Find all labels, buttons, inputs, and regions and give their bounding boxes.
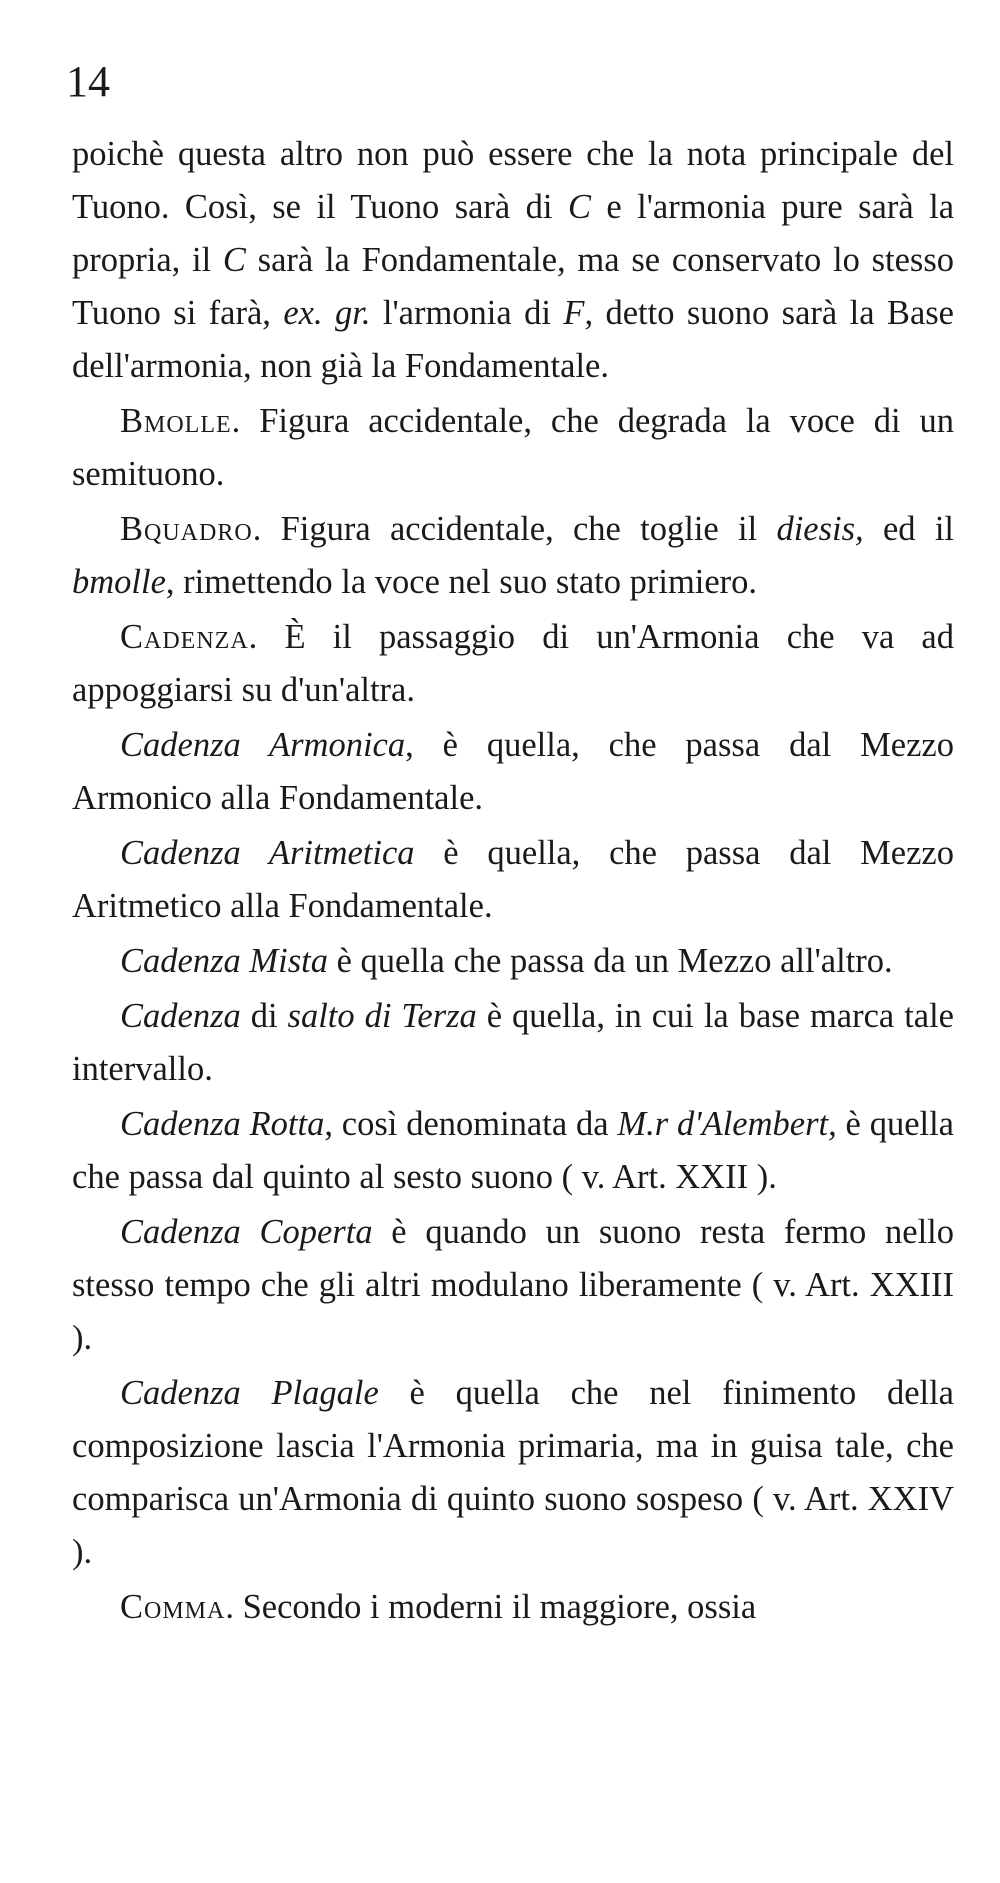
entry-term: Cadenza Armonica xyxy=(120,726,406,764)
entry-cadenza-aritmetica xyxy=(72,827,954,933)
text-segment: , rimettendo la voce nel suo stato primiero. xyxy=(165,563,758,601)
text-segment: e l'armonia pure sarà la propria, il xyxy=(72,188,955,279)
entry-cadenza-plagale xyxy=(72,1367,954,1579)
text-segment: , così denominata da xyxy=(324,1105,618,1143)
text-segment: di xyxy=(240,997,288,1035)
entry-definition: è quella, in cui la base marca tale intervallo. xyxy=(72,997,954,1088)
text-segment: poichè questa altro non può essere che la nota principale del Tuono. Così, se il Tuono sarà di xyxy=(72,135,954,226)
entry-bquadro xyxy=(72,503,954,609)
entry-comma xyxy=(72,1581,954,1634)
text-segment: M.r d'Alembert, xyxy=(617,1105,837,1143)
text-segment: diesis, xyxy=(776,510,864,548)
body-text xyxy=(72,128,954,1634)
entry-definition: . Figura accidentale, che toglie il xyxy=(252,510,777,548)
page-number: 14 xyxy=(66,57,110,106)
entry-term: Bmolle xyxy=(120,402,232,440)
entry-definition: . Figura accidentale, che degrada la voce di un semituono. xyxy=(72,402,954,493)
paragraph-continuation xyxy=(72,128,954,393)
entry-term: Cadenza Coperta xyxy=(120,1213,373,1251)
text-segment: C xyxy=(567,188,591,226)
entry-definition: . È il passaggio di un'Armonia che va ad appoggiarsi su d'un'altra. xyxy=(72,618,954,709)
text-segment: bmolle xyxy=(72,563,166,601)
entry-term: Cadenza xyxy=(120,618,249,656)
entry-term: Cadenza Plagale xyxy=(120,1374,379,1412)
entry-definition: è quella che passa da un Mezzo all'altro. xyxy=(327,942,893,980)
entry-cadenza-rotta xyxy=(72,1098,954,1204)
entry-cadenza xyxy=(72,611,954,717)
entry-bmolle xyxy=(72,395,954,501)
entry-cadenza-coperta xyxy=(72,1206,954,1365)
entry-definition: è quando un suono resta fermo nello stesso tempo che gli altri modulano liberamente ( v. Art. XXIII ). xyxy=(72,1213,954,1357)
entry-cadenza-armonica xyxy=(72,719,954,825)
text-segment: C xyxy=(222,241,246,279)
entry-term: Cadenza Aritmetica xyxy=(120,834,415,872)
entry-term: Comma xyxy=(120,1588,226,1626)
entry-definition: , è quella, che passa dal Mezzo Armonico alla Fondamentale. xyxy=(72,726,954,817)
entry-cadenza-mista xyxy=(72,935,954,988)
entry-definition: è quella, che passa dal Mezzo Aritmetico alla Fondamentale. xyxy=(72,834,954,925)
entry-term: Cadenza xyxy=(120,997,241,1035)
entry-term: Cadenza Mista xyxy=(120,942,328,980)
text-segment: sarà la Fondamentale, ma se conservato lo stesso Tuono si farà, xyxy=(72,241,955,332)
text-segment: , detto suono sarà la Base dell'armonia, non già la Fondamentale. xyxy=(72,294,954,385)
text-segment: l'armonia di xyxy=(370,294,564,332)
entry-term: Bquadro xyxy=(120,510,253,548)
entry-definition: . Secondo i moderni il maggiore, ossia xyxy=(225,1588,757,1626)
text-segment: ex. gr. xyxy=(283,294,371,332)
entry-cadenza-salto-terza xyxy=(72,990,954,1096)
text-segment: ed il xyxy=(863,510,954,548)
entry-definition: è quella che passa dal quinto al sesto suono ( v. Art. XXII ). xyxy=(72,1105,954,1196)
text-segment: F xyxy=(563,294,585,332)
entry-definition: è quella che nel finimento della composizione lascia l'Armonia primaria, ma in guisa tale, che comparisca un'Armonia di quinto suono sospeso ( v. Art. XXIV ). xyxy=(72,1374,954,1571)
entry-term: Cadenza Rotta xyxy=(120,1105,325,1143)
text-segment: salto di Terza xyxy=(287,997,477,1035)
